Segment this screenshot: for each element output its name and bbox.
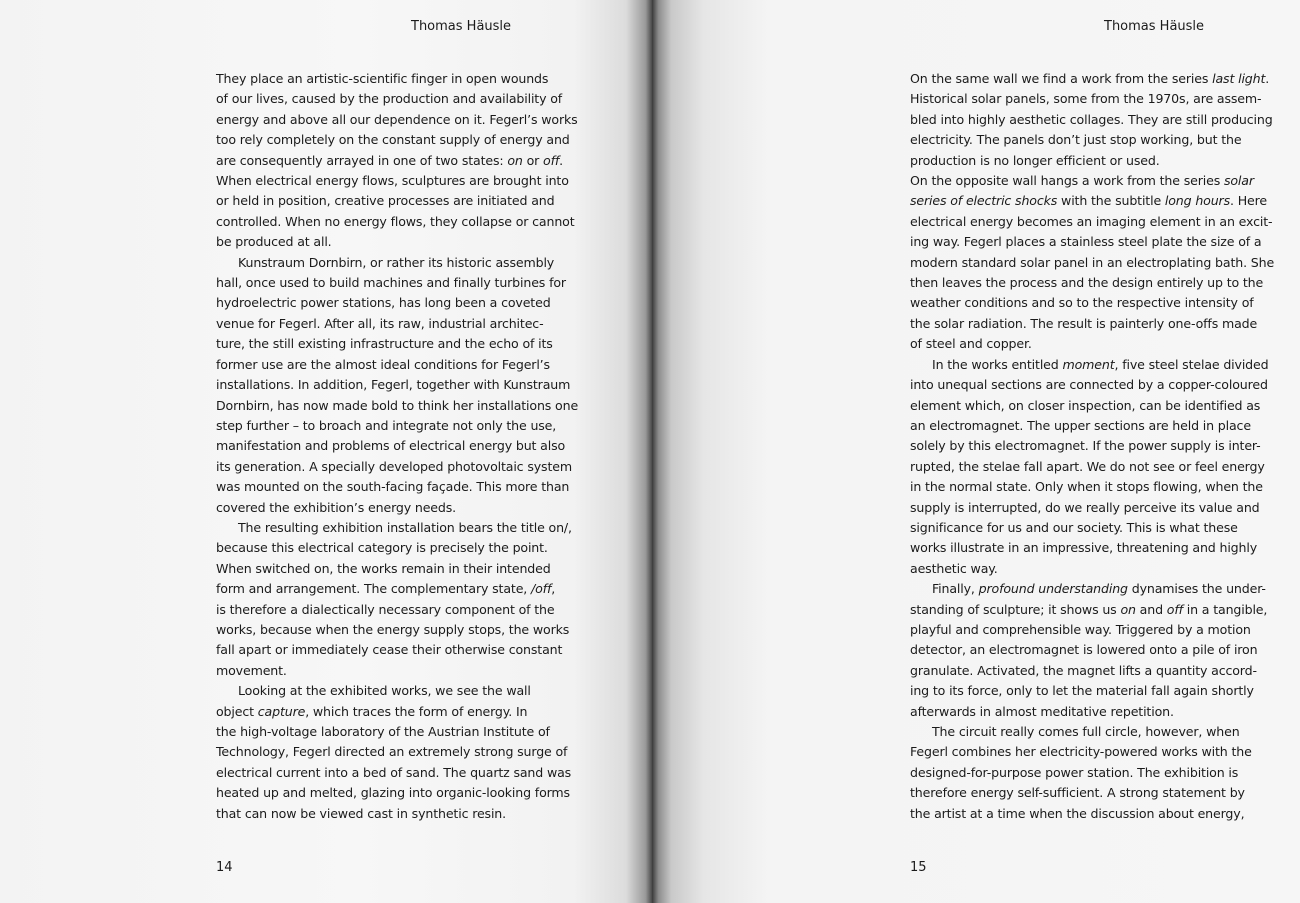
text-line	[216, 416, 582, 436]
italic-title: capture	[257, 703, 306, 719]
text-line	[216, 640, 582, 660]
text-segment: Looking at the exhibited works, we see the wall	[238, 683, 531, 699]
text-segment: into unequal sections are connected by a copper-coloured	[910, 377, 1268, 393]
text-line	[910, 579, 1276, 599]
text-line	[216, 253, 582, 273]
text-line	[216, 579, 582, 599]
text-segment: In the works entitled	[932, 356, 1063, 372]
text-segment: the solar radiation. The result is painterly one-offs made	[910, 315, 1258, 331]
text-segment: dynamises the under-	[1127, 581, 1266, 597]
text-segment: be produced at all.	[216, 234, 332, 250]
text-segment: , five steel stelae divided	[1114, 356, 1269, 372]
text-segment: The circuit really comes full circle, however, when	[932, 724, 1240, 739]
text-line	[910, 742, 1276, 762]
italic-title: /off	[531, 581, 552, 597]
text-line	[216, 334, 582, 354]
text-line	[216, 69, 582, 89]
text-line	[216, 661, 582, 681]
text-line	[216, 355, 582, 375]
text-segment: standing of sculpture; it shows us	[910, 601, 1121, 617]
text-segment: form and arrangement. The complementary state,	[216, 581, 532, 597]
page-number-right: 15	[910, 860, 927, 875]
text-segment: ,	[551, 581, 556, 597]
text-segment: Technology, Fegerl directed an extremely strong surge of	[216, 744, 568, 760]
text-segment: therefore energy self-sufficient. A strong statement by	[910, 785, 1245, 801]
text-segment: and	[1135, 601, 1167, 617]
italic-title: on	[1120, 601, 1136, 617]
text-line	[216, 293, 582, 313]
text-segment: is therefore a dialectically necessary component of the	[216, 601, 555, 617]
text-segment: then leaves the process and the design entirely up to the	[910, 275, 1264, 291]
text-segment: electrical current into a bed of sand. The quartz sand was	[216, 764, 572, 780]
text-segment: former use are the almost ideal conditions for Fegerl’s	[216, 356, 550, 372]
text-segment: was mounted on the south-facing façade. This more than	[216, 479, 570, 495]
text-line	[216, 702, 582, 722]
text-line	[216, 742, 582, 762]
text-segment: rupted, the stelae fall apart. We do not see or feel energy	[910, 458, 1265, 474]
text-segment: aesthetic way.	[910, 560, 998, 576]
text-line	[910, 69, 1276, 89]
text-line	[910, 375, 1276, 395]
text-segment: an electromagnet. The upper sections are held in place	[910, 417, 1251, 433]
text-line	[216, 559, 582, 579]
text-segment: They place an artistic-scientific finger in open wounds	[216, 71, 549, 86]
text-segment: hall, once used to build machines and finally turbines for	[216, 275, 566, 291]
text-line	[910, 477, 1276, 497]
text-segment: Kunstraum Dornbirn, or rather its historic assembly	[238, 254, 555, 270]
text-line	[910, 89, 1276, 109]
text-segment: supply is interrupted, do we really perceive its value and	[910, 499, 1260, 515]
text-line	[216, 457, 582, 477]
text-segment: significance for us and our society. This is what these	[910, 519, 1238, 535]
text-segment: too rely completely on the constant supply of energy and	[216, 132, 570, 148]
right-page-body-text	[910, 69, 1276, 824]
text-line	[910, 130, 1276, 150]
text-segment: ing to its force, only to let the material fall again shortly	[910, 683, 1254, 699]
text-line	[910, 293, 1276, 313]
text-segment: are consequently arrayed in one of two states:	[216, 152, 508, 168]
text-segment: because this electrical category is precisely the point.	[216, 540, 548, 556]
text-segment: with the subtitle	[1057, 193, 1165, 209]
text-line	[216, 130, 582, 150]
text-segment: its generation. A specially developed photovoltaic system	[216, 458, 572, 474]
text-line	[910, 253, 1276, 273]
text-line	[216, 212, 582, 232]
text-segment: works illustrate in an impressive, threatening and highly	[910, 540, 1258, 556]
text-line	[216, 722, 582, 742]
text-segment: Fegerl combines her electricity-powered works with the	[910, 744, 1252, 760]
text-line	[910, 783, 1276, 803]
text-segment: On the same wall we find a work from the series	[910, 71, 1213, 86]
text-line	[910, 273, 1276, 293]
text-line	[910, 518, 1276, 538]
text-segment: designed-for-purpose power station. The exhibition is	[910, 764, 1239, 780]
text-segment: Finally,	[932, 581, 979, 597]
text-line	[910, 171, 1276, 191]
text-segment: The resulting exhibition installation bears the title on/,	[238, 519, 572, 535]
text-line	[216, 273, 582, 293]
text-segment: granulate. Activated, the magnet lifts a quantity accord-	[910, 662, 1257, 678]
text-line	[910, 702, 1276, 722]
text-segment: installations. In addition, Fegerl, together with Kunstraum	[216, 377, 571, 393]
text-segment: When electrical energy flows, sculptures are brought into	[216, 173, 569, 189]
text-segment: or	[522, 152, 544, 168]
text-line	[910, 191, 1276, 211]
text-segment: When switched on, the works remain in their intended	[216, 560, 551, 576]
text-line	[216, 538, 582, 558]
text-segment: detector, an electromagnet is lowered onto a pile of iron	[910, 642, 1258, 658]
left-page-body-text	[216, 69, 582, 824]
text-line	[216, 110, 582, 130]
text-line	[910, 600, 1276, 620]
text-segment: On the opposite wall hangs a work from the series	[910, 173, 1224, 189]
text-line	[216, 89, 582, 109]
text-segment: weather conditions and so to the respective intensity of	[910, 295, 1254, 311]
text-line	[910, 620, 1276, 640]
text-line	[910, 538, 1276, 558]
italic-title: long hours	[1164, 193, 1230, 209]
text-line	[910, 396, 1276, 416]
text-segment: the high-voltage laboratory of the Austrian Institute of	[216, 724, 550, 739]
text-segment: covered the exhibition’s energy needs.	[216, 499, 457, 515]
text-line	[216, 232, 582, 252]
text-line	[216, 314, 582, 334]
text-segment: bled into highly aesthetic collages. They are still producing	[910, 111, 1273, 127]
text-segment: manifestation and problems of electrical energy but also	[216, 438, 566, 454]
text-line	[216, 375, 582, 395]
italic-title: last light	[1212, 71, 1266, 86]
text-line	[910, 804, 1276, 824]
text-line	[216, 600, 582, 620]
text-segment: fall apart or immediately cease their otherwise constant	[216, 642, 563, 658]
text-segment: ture, the still existing infrastructure and the echo of its	[216, 336, 553, 352]
text-line	[910, 232, 1276, 252]
text-line	[910, 314, 1276, 334]
italic-title: off	[1166, 601, 1183, 617]
italic-title: solar	[1223, 173, 1254, 189]
text-segment: of steel and copper.	[910, 336, 1032, 352]
text-line	[216, 191, 582, 211]
text-segment: object	[216, 703, 258, 719]
italic-title: series of electric shocks	[910, 193, 1058, 209]
text-segment: the artist at a time when the discussion about energy,	[910, 805, 1245, 821]
text-line	[910, 212, 1276, 232]
text-segment: , which traces the form of energy. In	[305, 703, 528, 719]
right-page	[652, 0, 1300, 903]
text-line	[216, 151, 582, 171]
text-line	[910, 457, 1276, 477]
italic-title: profound understanding	[978, 581, 1128, 597]
text-line	[910, 722, 1276, 742]
text-segment: afterwards in almost meditative repetition.	[910, 703, 1174, 719]
running-head-right: Thomas Häusle	[1104, 19, 1205, 34]
text-segment: movement.	[216, 662, 287, 678]
text-segment: modern standard solar panel in an electroplating bath. She	[910, 254, 1275, 270]
text-segment: .	[559, 152, 563, 168]
text-line	[216, 763, 582, 783]
italic-title: off	[543, 152, 560, 168]
text-segment: venue for Fegerl. After all, its raw, industrial architec-	[216, 315, 544, 331]
text-segment: production is no longer efficient or used.	[910, 152, 1160, 168]
text-segment: hydroelectric power stations, has long been a coveted	[216, 295, 551, 311]
text-line	[910, 151, 1276, 171]
text-line	[910, 498, 1276, 518]
text-segment: that can now be viewed cast in synthetic resin.	[216, 805, 506, 821]
text-line	[910, 110, 1276, 130]
text-line	[216, 783, 582, 803]
text-line	[910, 436, 1276, 456]
text-segment: solely by this electromagnet. If the power supply is inter-	[910, 438, 1261, 454]
text-line	[910, 334, 1276, 354]
italic-title: on	[507, 152, 523, 168]
text-segment: .	[1265, 71, 1270, 86]
text-segment: works, because when the energy supply stops, the works	[216, 621, 570, 637]
text-line	[216, 171, 582, 191]
text-segment: ing way. Fegerl places a stainless steel plate the size of a	[910, 234, 1262, 250]
text-segment: playful and comprehensible way. Triggered by a motion	[910, 621, 1251, 637]
page-number-left: 14	[216, 860, 233, 875]
text-segment: in the normal state. Only when it stops flowing, when the	[910, 479, 1263, 495]
text-line	[216, 518, 582, 538]
text-line	[216, 804, 582, 824]
text-line	[910, 763, 1276, 783]
text-segment: electricity. The panels don’t just stop working, but the	[910, 132, 1242, 148]
text-segment: or held in position, creative processes are initiated and	[216, 193, 555, 209]
text-line	[910, 640, 1276, 660]
text-segment: . Here	[1230, 193, 1267, 209]
text-segment: element which, on closer inspection, can be identified as	[910, 397, 1261, 413]
text-line	[216, 477, 582, 497]
text-line	[910, 355, 1276, 375]
text-segment: controlled. When no energy flows, they collapse or cannot	[216, 213, 575, 229]
text-segment: step further – to broach and integrate not only the use,	[216, 417, 557, 433]
text-line	[910, 559, 1276, 579]
text-segment: in a tangible,	[1182, 601, 1268, 617]
text-line	[910, 416, 1276, 436]
text-segment: Dornbirn, has now made bold to think her installations one	[216, 397, 579, 413]
text-line	[216, 681, 582, 701]
running-head-left: Thomas Häusle	[411, 19, 512, 34]
text-segment: heated up and melted, glazing into organic-looking forms	[216, 785, 570, 801]
text-line	[910, 681, 1276, 701]
text-line	[216, 396, 582, 416]
text-segment: electrical energy becomes an imaging element in an excit-	[910, 213, 1273, 229]
text-segment: of our lives, caused by the production and availability of	[216, 91, 563, 107]
text-segment: Historical solar panels, some from the 1970s, are assem-	[910, 91, 1262, 107]
text-segment: energy and above all our dependence on it. Fegerl’s works	[216, 111, 578, 127]
text-line	[216, 436, 582, 456]
italic-title: moment	[1062, 356, 1115, 372]
text-line	[216, 498, 582, 518]
text-line	[910, 661, 1276, 681]
text-line	[216, 620, 582, 640]
